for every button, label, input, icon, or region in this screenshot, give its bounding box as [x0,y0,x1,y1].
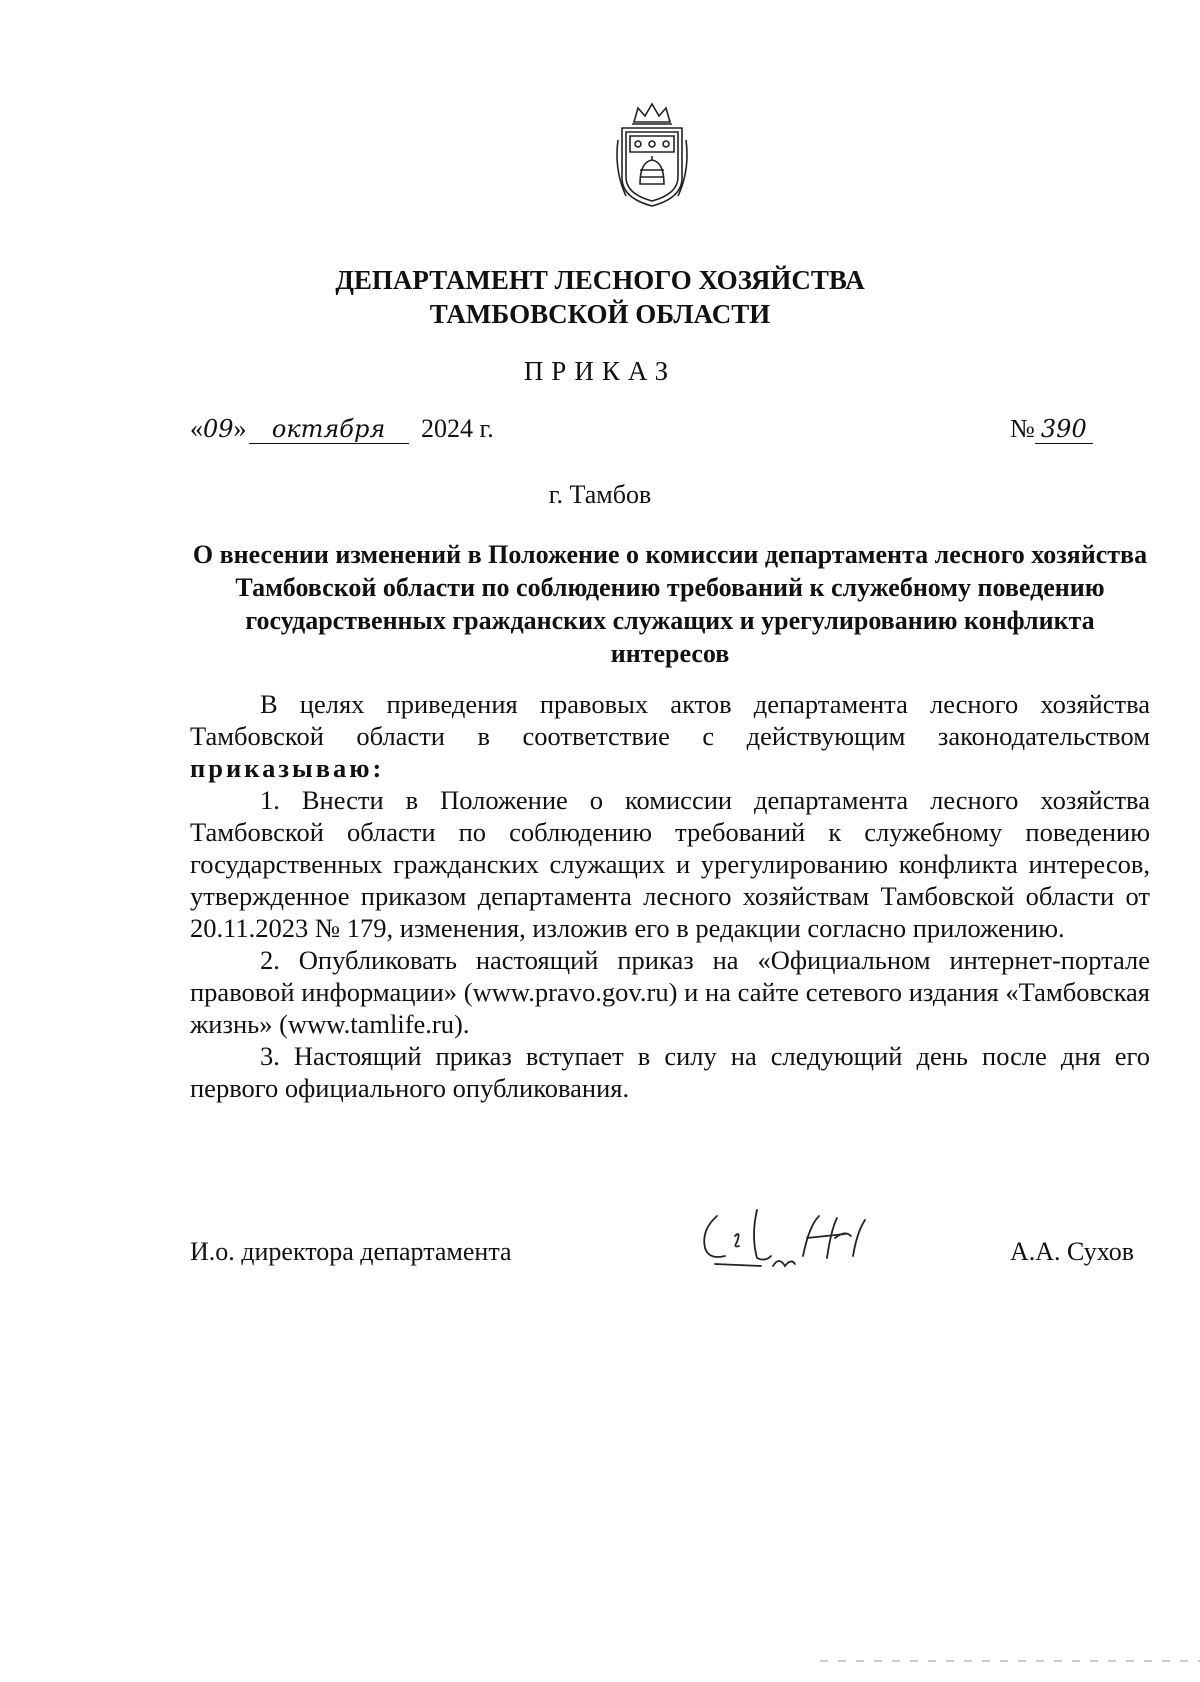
document-title: О внесении изменений в Положение о комиссии департамента лесного хозяйства Тамбовской области по соблюдению требований к служебному поведению государственных гражданских служащих и урегулированию конфликта интересов [192,540,1148,668]
date-year: 2024 г. [421,414,494,443]
signatory-title: И.о. директора департамента [190,1237,512,1266]
order-word: приказываю: [190,753,385,783]
date-day: 09 [203,415,234,443]
signatory-name: А.А. Сухов [1010,1237,1135,1266]
preamble-paragraph [190,688,1150,784]
date-month: октября [249,415,409,444]
coat-of-arms-icon [612,100,692,212]
document-city: г. Тамбов [548,480,652,509]
item-2: 2. Опубликовать настоящий приказ на «Официальном интернет-портале правовой информации» (www.pravo.gov.ru) и на сайте сетевого издания «Тамбовская жизнь» (www.tamlife.ru). [190,945,1150,1039]
department-name-line1: ДЕПАРТАМЕНТ ЛЕСНОГО ХОЗЯЙСТВА [335,265,865,295]
number-value: 390 [1035,415,1093,444]
date-open-quote: « [190,414,203,443]
document-date [190,414,494,444]
date-close-quote: » [233,414,247,443]
document-type: ПРИКАЗ [523,356,677,386]
preamble-text: В целях приведения правовых актов департамента лесного хозяйства Тамбовской области в соответствие с действующим законодательством [190,689,1150,751]
number-prefix: № [1010,414,1035,443]
document-body [190,688,1150,1104]
document-number [1010,414,1093,444]
item-3: 3. Настоящий приказ вступает в силу на следующий день после дня его первого официального опубликования. [190,1041,1150,1103]
item-1: 1. Внести в Положение о комиссии департамента лесного хозяйства Тамбовской области по соблюдению требований к служебному поведению государственных гражданских служащих и урегулированию конфликта интересов, утвержденное приказом департамента лесного хозяйствам Тамбовской области от 20.11.2023 № 179, изменения, изложив его в редакции согласно приложению. [190,785,1150,943]
handwritten-signature [695,1196,885,1276]
page-edge-dashes [820,1660,1200,1662]
department-name-line2: ТАМБОВСКОЙ ОБЛАСТИ [429,299,771,329]
